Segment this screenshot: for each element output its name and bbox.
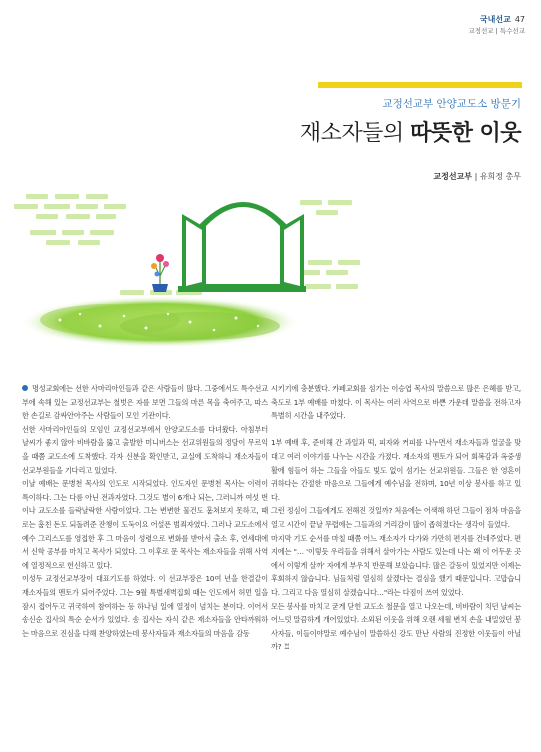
byline-dept: 교정선교부 — [433, 172, 473, 181]
paragraph: 마지막 기도 순서를 마칠 때쯤 어느 재소자가 다가와 가만히 편지를 건네주었다. 편지에는 "… '이렇듯 우리들을 위해서 살아가는 사람도 있는데 나는 왜 이 어두운 곳에서 이렇게 살까' 자에게 부우치 반문해 보았습니다. 많은 갈등이 있었지만 이제는 후회하지 않습니다. 님들처럼 열심히 살겠다는 결심을 했기 때문입니다. 고맙습니다. 그리고 다음 열심히 살겠습니다…"라는 다짐이 쓰여 있었다. — [271, 533, 521, 597]
paragraph-text: 명성교회에는 선한 사마리아인들과 같은 사람들이 많다. 그중에서도 특수선교부에 속해 있는 교정선교부는 철벗은 자를 보면 그들의 마른 목을 축여주고, 따스한 손길로 감싸안아주는 사람들이 모인 기관이다. — [22, 384, 268, 421]
byline-separator: | — [472, 172, 480, 181]
paragraph: 시키기에 충분했다. 카페교회를 섬기는 이승엽 목사의 말씀으로 많은 은혜를 받고, 축도로 1부 예배를 마쳤다. 이 목사는 여러 사역으로 바쁜 가운데 말씀을 전하고자 특별히 시간을 내주었다. — [271, 384, 521, 421]
body-column-right — [271, 382, 521, 654]
header-subsection: 교정선교 | 특수선교 — [468, 27, 525, 35]
paragraph: 선한 사마리아인들의 모임인 교정선교부에서 안양교도소를 다녀왔다. 아침부터 날씨가 좋지 않아 비바람을 뚫고 출발한 미니버스는 선교위원들의 정담이 무르익을 때쯤 교도소에 도착했다. 각자 신분을 확인받고, 교실에 도착하니 재소자들이 선교부원들을 기다리고 있었다. — [22, 424, 268, 475]
article-title — [300, 116, 521, 147]
paragraph: 그런 정심이 그들에게도 전해진 것일까? 처음에는 어색해 하던 그들이 점차 마음을 열고 시간이 끝날 무렵에는 그들과의 거리감이 많이 좁혀졌다는 생각이 들었다. — [271, 506, 521, 529]
flower-pot — [151, 254, 169, 292]
paragraph — [22, 382, 268, 423]
paragraph: 1부 예배 후, 준비해 간 과일과 떡, 피자와 커피를 나누면서 재소자들과 얼굴을 맞대고 여러 이야기를 나누는 시간을 가졌다. 재소자의 멘토가 되어 회복감과 옥중생활에 힘들어 하는 그들을 아들도 빛도 없이 섬기는 선교위원들. 그들은 한 영혼이 귀하다는 간절한 마음으로 그들에게 예수님을 전하며, 10년 이상 봉사를 하고 있다. — [271, 438, 521, 502]
paragraph: 이성두 교정선교부장이 대표기도를 하였다. 이 선교부장은 10여 년을 한결같이 재소자들의 멘토가 되어주었다. 그는 9월 특별새벽집회 때는 인도에서 허먼 일을 잠시 접어두고 귀국하여 참여하는 등 하나님 일에 열정이 넘치는 분이다. 이어서 송신순 집사의 특순 순서가 있었다. 송 집사는 자식 같은 재소자들을 안타까워하는 마음으로 진심을 다해 찬양하였는데 봉사자들과 재소자들의 마음을 감동 — [22, 574, 268, 638]
title-plain: 재소자들의 — [299, 121, 411, 146]
grass-strip — [20, 296, 300, 348]
bullet-icon — [22, 385, 28, 391]
article-kicker: 교정선교부 안양교도소 방문기 — [382, 98, 521, 110]
yellow-rule — [318, 82, 522, 88]
paragraph: 모든 봉사를 마치고 굳게 닫힌 교도소 철문을 열고 나오는데, 비바람이 치던 날씨는 어느덧 말끔하게 개어있었다. 소외된 이웃을 위해 오랜 세월 변치 손을 내밀었던 봉사자들, 이들이야말로 예수님이 말씀하신 강도 만난 사람의 진정한 이웃들이 아닐까? ♖ — [271, 601, 521, 652]
paragraph: 이날 예배는 문병천 목사의 인도로 시작되었다. 인도자인 문병천 목사는 이력이 특이하다. 그는 다름 아닌 전과자였다. 그것도 별이 6개나 되는, 그러니까 여섯 번이나 교도소를 들락날락한 사람이었다. 그는 변변한 물건도 훔쳐보지 못하고, 때로는 훔친 돈도 되돌려준 잔챙이 도둑이요 어설픈 범죄자였다. 그러나 교도소에서 예수 그리스도를 영접한 후 그 마음이 성령으로 변화를 받아서 출소 후, 연세대에서 신학 공부를 마치고 목사가 되었다. 그 이후로 문 목사는 재소자들을 위해 사역에 열정적으로 헌신하고 있다. — [22, 479, 268, 570]
header-line — [468, 14, 525, 25]
title-bold: 따뜻한 이웃 — [410, 121, 521, 146]
byline-author: 유희정 총무 — [479, 172, 521, 181]
page-number: 47 — [514, 15, 525, 24]
window-illustration — [0, 180, 541, 365]
page-header — [468, 14, 525, 35]
body-column-left — [22, 382, 268, 640]
header-section: 국내선교 — [479, 15, 511, 24]
open-window — [178, 202, 306, 292]
